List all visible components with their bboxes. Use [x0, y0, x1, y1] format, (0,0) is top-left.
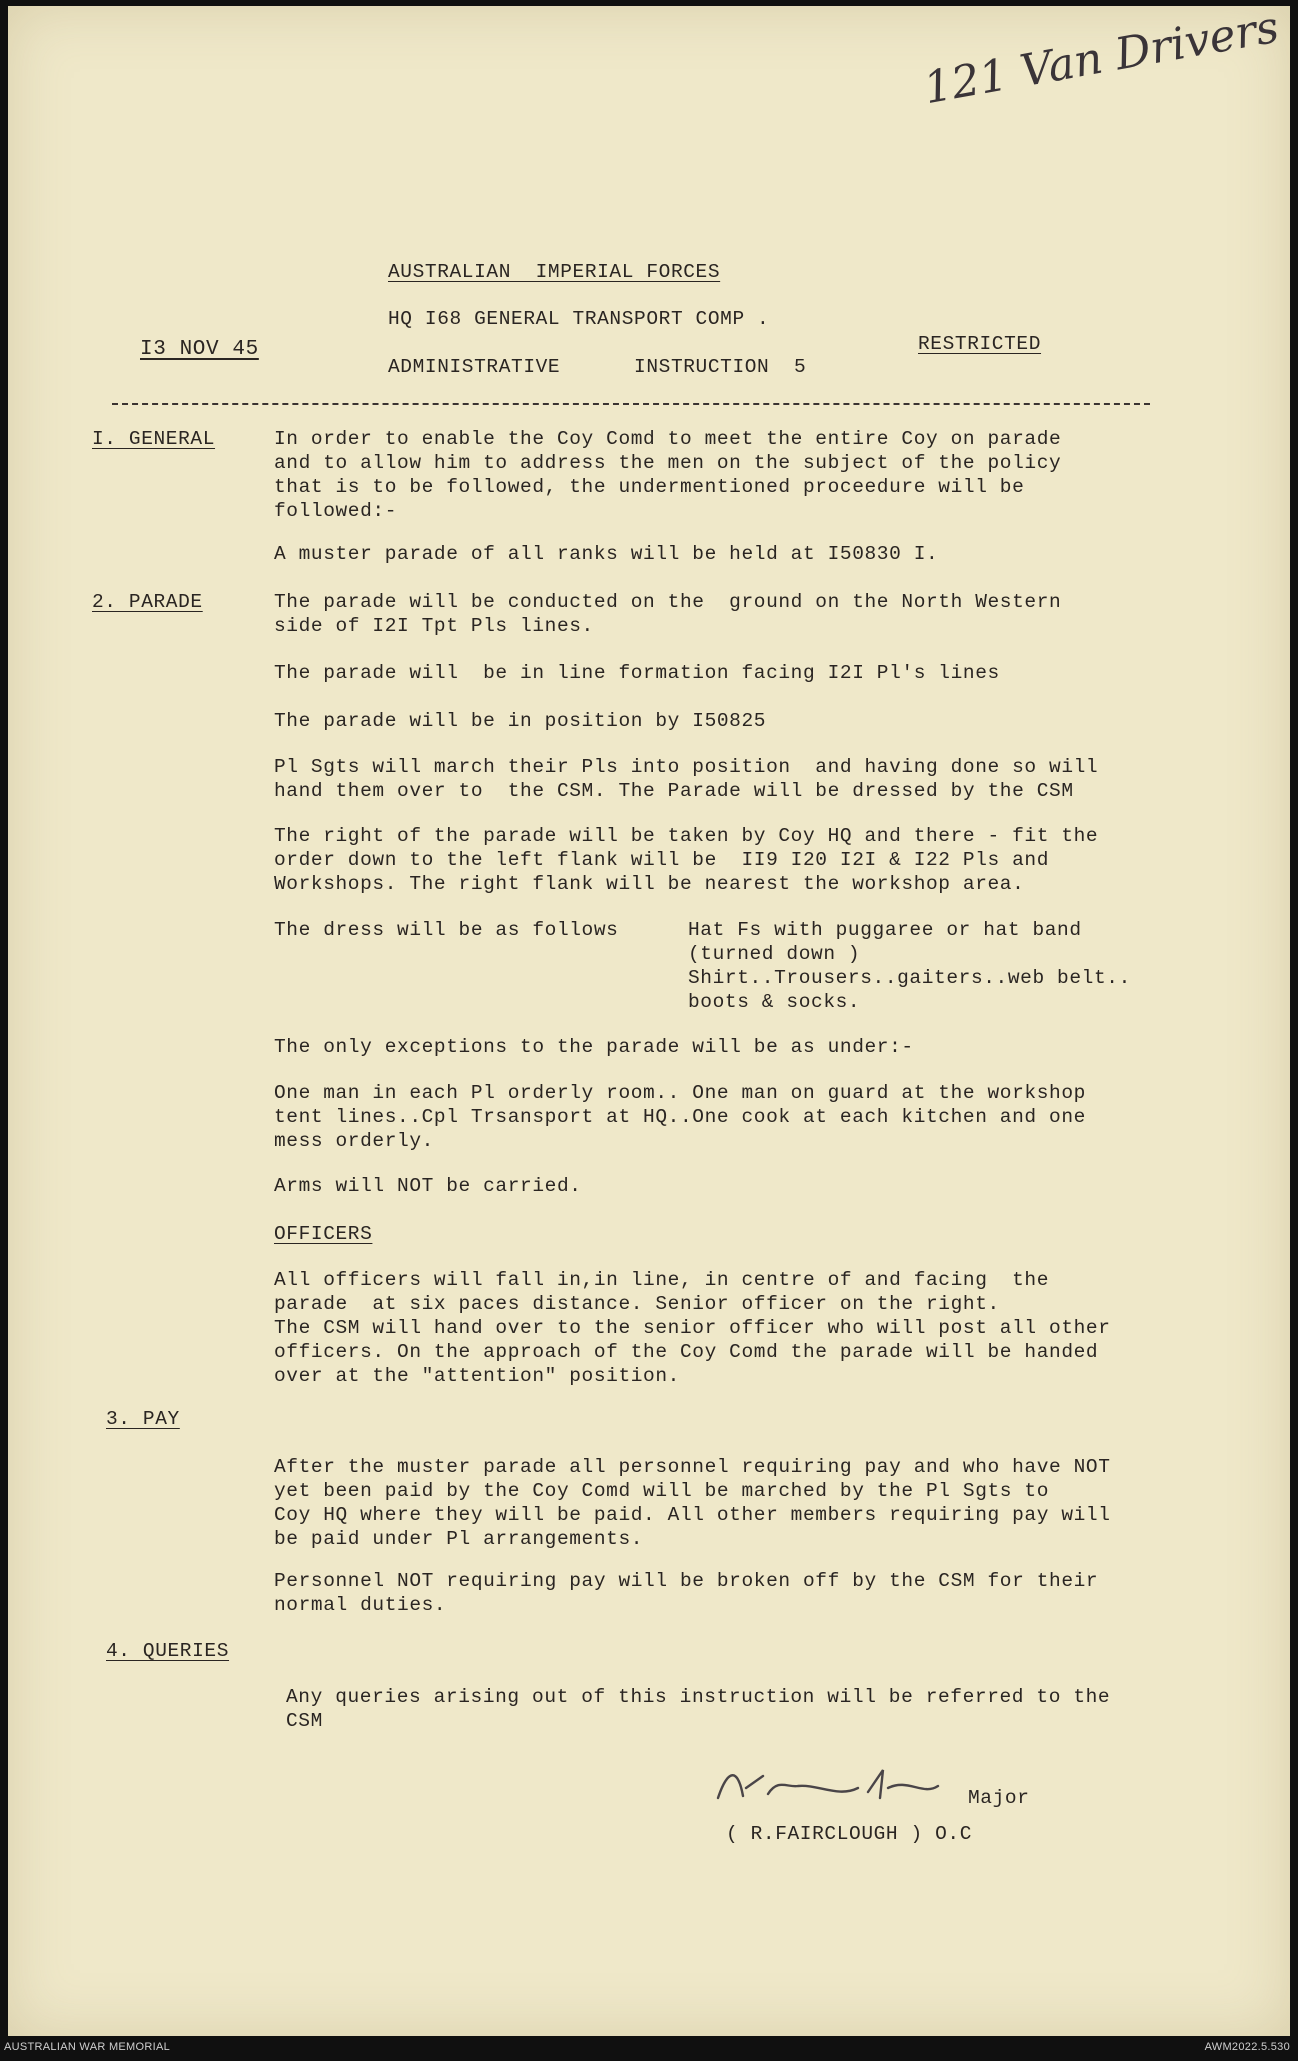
section-heading-general: I. GENERAL [92, 428, 216, 450]
header-unit: HQ I68 GENERAL TRANSPORT COMP . [388, 308, 770, 330]
signature-rank: Major [968, 1787, 1030, 1809]
signature-name: ( R.FAIRCLOUGH ) O.C [726, 1823, 973, 1845]
parade-paragraph-7: One man in each Pl orderly room.. One man on guard at the workshop tent lines..Cpl Trsansport at HQ..One cook at each kitchen and one mess orderly. [274, 1082, 1086, 1152]
parade-paragraph-4: Pl Sgts will march their Pls into position and having done so will hand them over to the CSM. The Parade will be dressed by the CSM [274, 756, 1099, 802]
dress-label: The dress will be as follows [274, 919, 619, 941]
parade-paragraph-3: The parade will be in position by I50825 [274, 710, 767, 732]
parade-paragraph-5: The right of the parade will be taken by Coy HQ and there - fit the order down to the left flank will be II9 I20 I2I & I22 Pls and Workshops. The right flank will be nearest the workshop area. [274, 825, 1099, 895]
officers-heading: OFFICERS [274, 1223, 373, 1245]
general-paragraph-2: A muster parade of all ranks will be held at I50830 I. [274, 543, 939, 565]
general-paragraph-1: In order to enable the Coy Comd to meet the entire Coy on parade and to allow him to address the men on the subject of the policy that is to be followed, the undermentioned proceedure will be followed:- [274, 428, 1062, 522]
document-date: I3 NOV 45 [140, 338, 259, 361]
signature-scrawl [708, 1758, 968, 1818]
pay-paragraph-2: Personnel NOT requiring pay will be broken off by the CSM for their normal duties. [274, 1570, 1099, 1616]
section-heading-pay: 3. PAY [106, 1408, 180, 1430]
dress-list: Hat Fs with puggaree or hat band (turned down ) Shirt..Trousers..gaiters..web belt.. boots & socks. [688, 919, 1131, 1013]
parade-paragraph-2: The parade will be in line formation facing I2I Pl's lines [274, 662, 1000, 684]
parade-paragraph-1: The parade will be conducted on the ground on the North Western side of I2I Tpt Pls lines. [274, 591, 1062, 637]
header-divider [112, 403, 1150, 405]
header-instruction: ADMINISTRATIVE INSTRUCTION 5 [388, 356, 807, 378]
parade-paragraph-8: Arms will NOT be carried. [274, 1175, 582, 1197]
section-heading-parade: 2. PARADE [92, 591, 203, 613]
classification-label: RESTRICTED [918, 333, 1042, 355]
parade-paragraph-6: The only exceptions to the parade will be as under:- [274, 1036, 914, 1058]
section-heading-queries: 4. QUERIES [106, 1640, 230, 1662]
footer-right: AWM2022.5.530 [1204, 2041, 1290, 2053]
pay-paragraph-1: After the muster parade all personnel requiring pay and who have NOT yet been paid by the Coy Comd will be marched by the Pl Sgts to Coy HQ where they will be paid. All other members requiring pay will be paid under Pl arrangements. [274, 1456, 1111, 1550]
header-title: AUSTRALIAN IMPERIAL FORCES [388, 261, 721, 283]
officers-paragraph: All officers will fall in,in line, in centre of and facing the parade at six paces distance. Senior officer on the right. The CSM will hand over to the senior officer who will post all other officers. On the approach of the Coy Comd the parade will be handed over at the "attention" position. [274, 1269, 1111, 1387]
footer-left: AUSTRALIAN WAR MEMORIAL [4, 2041, 171, 2053]
queries-paragraph: Any queries arising out of this instruction will be referred to the CSM [286, 1686, 1111, 1732]
handwritten-note: 121 Van Drivers [920, 1, 1283, 115]
document-page [8, 1, 1290, 2036]
